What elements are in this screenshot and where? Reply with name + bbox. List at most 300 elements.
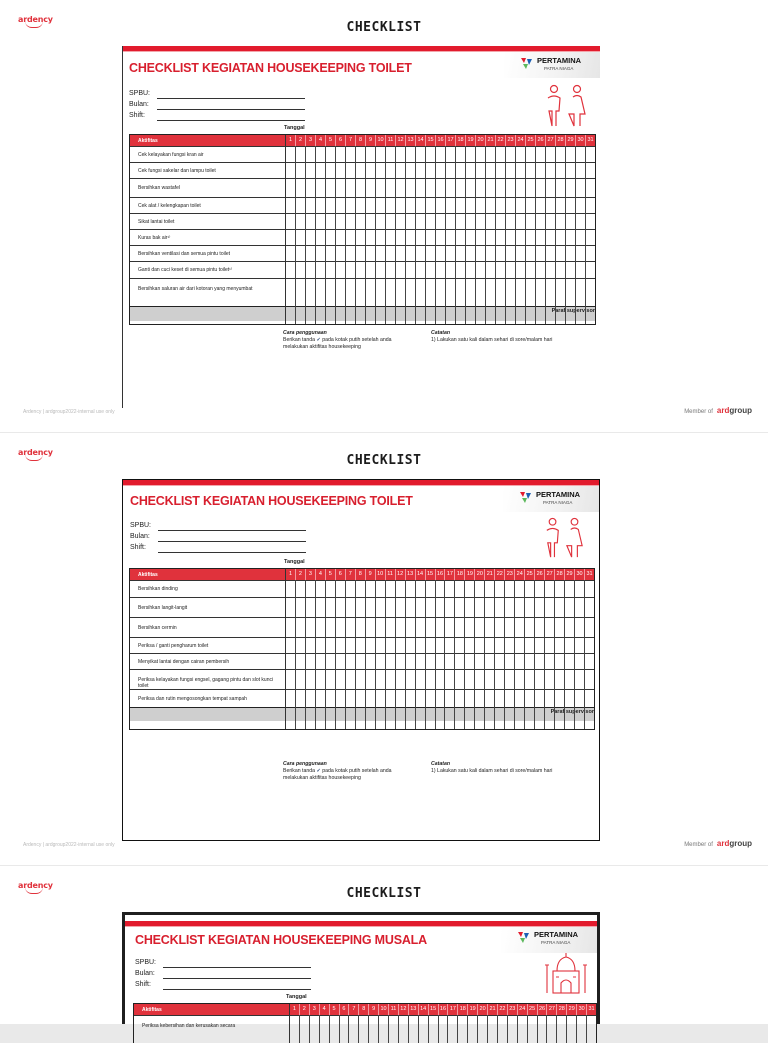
day-checkbox[interactable]: [504, 690, 514, 707]
day-checkbox[interactable]: [454, 618, 464, 637]
day-checkbox[interactable]: [415, 214, 425, 229]
day-checkbox[interactable]: [495, 163, 505, 178]
day-checkbox[interactable]: [355, 654, 365, 669]
day-checkbox[interactable]: [514, 670, 524, 689]
day-checkbox[interactable]: [575, 214, 585, 229]
day-checkbox[interactable]: [395, 230, 405, 245]
day-checkbox[interactable]: [455, 147, 465, 162]
day-checkbox[interactable]: [474, 638, 484, 653]
day-checkbox[interactable]: [375, 198, 385, 213]
day-checkbox[interactable]: [335, 598, 345, 617]
shift-field[interactable]: [163, 982, 311, 990]
day-checkbox[interactable]: [355, 262, 365, 278]
day-checkbox[interactable]: [495, 214, 505, 229]
day-checkbox[interactable]: [444, 618, 454, 637]
day-checkbox[interactable]: [515, 230, 525, 245]
day-checkbox[interactable]: [335, 179, 345, 197]
day-checkbox[interactable]: [534, 690, 544, 707]
day-checkbox[interactable]: [534, 654, 544, 669]
day-checkbox[interactable]: [415, 147, 425, 162]
day-checkbox[interactable]: [415, 670, 425, 689]
day-checkbox[interactable]: [555, 262, 565, 278]
day-checkbox[interactable]: [345, 581, 355, 597]
day-checkbox[interactable]: [507, 1016, 517, 1035]
day-checkbox[interactable]: [585, 262, 595, 278]
day-checkbox[interactable]: [305, 598, 315, 617]
day-checkbox[interactable]: [515, 147, 525, 162]
day-checkbox[interactable]: [335, 147, 345, 162]
day-checkbox[interactable]: [295, 230, 305, 245]
day-checkbox[interactable]: [474, 670, 484, 689]
day-checkbox[interactable]: [475, 179, 485, 197]
day-checkbox[interactable]: [484, 670, 494, 689]
day-checkbox[interactable]: [545, 198, 555, 213]
spbu-field[interactable]: [157, 91, 305, 99]
day-checkbox[interactable]: [534, 618, 544, 637]
day-checkbox[interactable]: [584, 670, 594, 689]
day-checkbox[interactable]: [525, 279, 535, 306]
day-checkbox[interactable]: [435, 163, 445, 178]
day-checkbox[interactable]: [335, 654, 345, 669]
day-checkbox[interactable]: [325, 581, 335, 597]
day-checkbox[interactable]: [425, 179, 435, 197]
day-checkbox[interactable]: [425, 262, 435, 278]
day-checkbox[interactable]: [515, 198, 525, 213]
day-checkbox[interactable]: [494, 654, 504, 669]
day-checkbox[interactable]: [365, 262, 375, 278]
day-checkbox[interactable]: [475, 147, 485, 162]
day-checkbox[interactable]: [395, 690, 405, 707]
day-checkbox[interactable]: [425, 654, 435, 669]
day-checkbox[interactable]: [405, 618, 415, 637]
day-checkbox[interactable]: [524, 581, 534, 597]
day-checkbox[interactable]: [505, 198, 515, 213]
day-checkbox[interactable]: [505, 246, 515, 261]
day-checkbox[interactable]: [335, 246, 345, 261]
day-checkbox[interactable]: [505, 214, 515, 229]
day-checkbox[interactable]: [285, 638, 295, 653]
day-checkbox[interactable]: [574, 598, 584, 617]
day-checkbox[interactable]: [335, 690, 345, 707]
day-checkbox[interactable]: [445, 147, 455, 162]
day-checkbox[interactable]: [385, 214, 395, 229]
day-checkbox[interactable]: [425, 230, 435, 245]
day-checkbox[interactable]: [445, 262, 455, 278]
day-checkbox[interactable]: [285, 262, 295, 278]
day-checkbox[interactable]: [325, 179, 335, 197]
day-checkbox[interactable]: [355, 690, 365, 707]
day-checkbox[interactable]: [405, 246, 415, 261]
day-checkbox[interactable]: [464, 581, 474, 597]
day-checkbox[interactable]: [335, 279, 345, 306]
day-checkbox[interactable]: [455, 262, 465, 278]
day-checkbox[interactable]: [524, 598, 534, 617]
day-checkbox[interactable]: [514, 690, 524, 707]
day-checkbox[interactable]: [345, 179, 355, 197]
day-checkbox[interactable]: [355, 246, 365, 261]
day-checkbox[interactable]: [335, 670, 345, 689]
day-checkbox[interactable]: [554, 654, 564, 669]
day-checkbox[interactable]: [408, 1016, 418, 1035]
day-checkbox[interactable]: [444, 598, 454, 617]
day-checkbox[interactable]: [415, 198, 425, 213]
day-checkbox[interactable]: [475, 198, 485, 213]
day-checkbox[interactable]: [504, 618, 514, 637]
day-checkbox[interactable]: [355, 147, 365, 162]
day-checkbox[interactable]: [475, 279, 485, 306]
day-checkbox[interactable]: [428, 1016, 438, 1035]
day-checkbox[interactable]: [494, 598, 504, 617]
day-checkbox[interactable]: [525, 230, 535, 245]
day-checkbox[interactable]: [385, 638, 395, 653]
day-checkbox[interactable]: [546, 1016, 556, 1035]
day-checkbox[interactable]: [465, 246, 475, 261]
day-checkbox[interactable]: [494, 581, 504, 597]
day-checkbox[interactable]: [315, 147, 325, 162]
day-checkbox[interactable]: [355, 163, 365, 178]
day-checkbox[interactable]: [515, 246, 525, 261]
day-checkbox[interactable]: [487, 1016, 497, 1035]
day-checkbox[interactable]: [545, 230, 555, 245]
day-checkbox[interactable]: [385, 670, 395, 689]
day-checkbox[interactable]: [575, 147, 585, 162]
day-checkbox[interactable]: [315, 618, 325, 637]
day-checkbox[interactable]: [455, 279, 465, 306]
day-checkbox[interactable]: [285, 598, 295, 617]
day-checkbox[interactable]: [586, 1016, 596, 1035]
day-checkbox[interactable]: [465, 163, 475, 178]
day-checkbox[interactable]: [395, 147, 405, 162]
day-checkbox[interactable]: [405, 654, 415, 669]
day-checkbox[interactable]: [535, 246, 545, 261]
day-checkbox[interactable]: [584, 598, 594, 617]
day-checkbox[interactable]: [444, 581, 454, 597]
day-checkbox[interactable]: [575, 279, 585, 306]
day-checkbox[interactable]: [505, 163, 515, 178]
day-checkbox[interactable]: [554, 598, 564, 617]
day-checkbox[interactable]: [295, 262, 305, 278]
day-checkbox[interactable]: [494, 618, 504, 637]
bulan-field[interactable]: [158, 534, 306, 542]
day-checkbox[interactable]: [365, 230, 375, 245]
day-checkbox[interactable]: [585, 147, 595, 162]
day-checkbox[interactable]: [475, 230, 485, 245]
day-checkbox[interactable]: [355, 214, 365, 229]
day-checkbox[interactable]: [505, 147, 515, 162]
day-checkbox[interactable]: [329, 1016, 339, 1035]
day-checkbox[interactable]: [325, 598, 335, 617]
day-checkbox[interactable]: [335, 163, 345, 178]
day-checkbox[interactable]: [484, 638, 494, 653]
day-checkbox[interactable]: [305, 638, 315, 653]
day-checkbox[interactable]: [365, 618, 375, 637]
day-checkbox[interactable]: [325, 214, 335, 229]
day-checkbox[interactable]: [464, 618, 474, 637]
day-checkbox[interactable]: [435, 279, 445, 306]
day-checkbox[interactable]: [385, 198, 395, 213]
day-checkbox[interactable]: [524, 638, 534, 653]
day-checkbox[interactable]: [505, 279, 515, 306]
day-checkbox[interactable]: [544, 690, 554, 707]
day-checkbox[interactable]: [445, 163, 455, 178]
day-checkbox[interactable]: [555, 246, 565, 261]
day-checkbox[interactable]: [395, 163, 405, 178]
day-checkbox[interactable]: [504, 581, 514, 597]
day-checkbox[interactable]: [474, 598, 484, 617]
day-checkbox[interactable]: [544, 598, 554, 617]
day-checkbox[interactable]: [584, 618, 594, 637]
day-checkbox[interactable]: [385, 279, 395, 306]
day-checkbox[interactable]: [465, 147, 475, 162]
day-checkbox[interactable]: [535, 214, 545, 229]
day-checkbox[interactable]: [475, 262, 485, 278]
day-checkbox[interactable]: [375, 246, 385, 261]
day-checkbox[interactable]: [325, 230, 335, 245]
day-checkbox[interactable]: [574, 638, 584, 653]
day-checkbox[interactable]: [315, 262, 325, 278]
day-checkbox[interactable]: [315, 198, 325, 213]
day-checkbox[interactable]: [285, 654, 295, 669]
day-checkbox[interactable]: [504, 638, 514, 653]
day-checkbox[interactable]: [365, 279, 375, 306]
day-checkbox[interactable]: [494, 690, 504, 707]
day-checkbox[interactable]: [477, 1016, 487, 1035]
day-checkbox[interactable]: [484, 654, 494, 669]
day-checkbox[interactable]: [375, 279, 385, 306]
day-checkbox[interactable]: [555, 279, 565, 306]
day-checkbox[interactable]: [474, 581, 484, 597]
day-checkbox[interactable]: [285, 690, 295, 707]
day-checkbox[interactable]: [348, 1016, 358, 1035]
day-checkbox[interactable]: [285, 214, 295, 229]
day-checkbox[interactable]: [405, 163, 415, 178]
day-checkbox[interactable]: [485, 163, 495, 178]
day-checkbox[interactable]: [325, 638, 335, 653]
day-checkbox[interactable]: [566, 1016, 576, 1035]
day-checkbox[interactable]: [335, 214, 345, 229]
day-checkbox[interactable]: [535, 230, 545, 245]
day-checkbox[interactable]: [375, 147, 385, 162]
day-checkbox[interactable]: [335, 262, 345, 278]
day-checkbox[interactable]: [574, 581, 584, 597]
day-checkbox[interactable]: [585, 198, 595, 213]
day-checkbox[interactable]: [285, 163, 295, 178]
day-checkbox[interactable]: [564, 581, 574, 597]
day-checkbox[interactable]: [534, 581, 544, 597]
day-checkbox[interactable]: [325, 246, 335, 261]
day-checkbox[interactable]: [457, 1016, 467, 1035]
day-checkbox[interactable]: [545, 246, 555, 261]
day-checkbox[interactable]: [385, 654, 395, 669]
day-checkbox[interactable]: [444, 638, 454, 653]
day-checkbox[interactable]: [555, 214, 565, 229]
day-checkbox[interactable]: [385, 246, 395, 261]
day-checkbox[interactable]: [385, 618, 395, 637]
day-checkbox[interactable]: [565, 198, 575, 213]
day-checkbox[interactable]: [495, 179, 505, 197]
day-checkbox[interactable]: [345, 654, 355, 669]
day-checkbox[interactable]: [295, 198, 305, 213]
day-checkbox[interactable]: [415, 638, 425, 653]
day-checkbox[interactable]: [565, 279, 575, 306]
day-checkbox[interactable]: [555, 198, 565, 213]
day-checkbox[interactable]: [505, 262, 515, 278]
day-checkbox[interactable]: [435, 618, 445, 637]
day-checkbox[interactable]: [305, 690, 315, 707]
day-checkbox[interactable]: [315, 581, 325, 597]
day-checkbox[interactable]: [444, 654, 454, 669]
day-checkbox[interactable]: [345, 198, 355, 213]
spbu-field[interactable]: [163, 960, 311, 968]
day-checkbox[interactable]: [435, 638, 445, 653]
day-checkbox[interactable]: [305, 581, 315, 597]
day-checkbox[interactable]: [355, 581, 365, 597]
day-checkbox[interactable]: [365, 214, 375, 229]
day-checkbox[interactable]: [545, 279, 555, 306]
day-checkbox[interactable]: [555, 163, 565, 178]
day-checkbox[interactable]: [398, 1016, 408, 1035]
day-checkbox[interactable]: [565, 262, 575, 278]
day-checkbox[interactable]: [415, 690, 425, 707]
day-checkbox[interactable]: [285, 179, 295, 197]
day-checkbox[interactable]: [494, 670, 504, 689]
day-checkbox[interactable]: [584, 690, 594, 707]
day-checkbox[interactable]: [289, 1016, 299, 1035]
day-checkbox[interactable]: [454, 581, 464, 597]
day-checkbox[interactable]: [295, 163, 305, 178]
day-checkbox[interactable]: [315, 598, 325, 617]
day-checkbox[interactable]: [454, 690, 464, 707]
day-checkbox[interactable]: [585, 163, 595, 178]
day-checkbox[interactable]: [295, 618, 305, 637]
day-checkbox[interactable]: [495, 230, 505, 245]
day-checkbox[interactable]: [515, 179, 525, 197]
day-checkbox[interactable]: [315, 179, 325, 197]
day-checkbox[interactable]: [555, 179, 565, 197]
day-checkbox[interactable]: [504, 654, 514, 669]
day-checkbox[interactable]: [315, 246, 325, 261]
day-checkbox[interactable]: [485, 147, 495, 162]
day-checkbox[interactable]: [395, 654, 405, 669]
day-checkbox[interactable]: [285, 230, 295, 245]
day-checkbox[interactable]: [395, 198, 405, 213]
day-checkbox[interactable]: [395, 262, 405, 278]
day-checkbox[interactable]: [345, 618, 355, 637]
day-checkbox[interactable]: [305, 163, 315, 178]
day-checkbox[interactable]: [295, 214, 305, 229]
day-checkbox[interactable]: [524, 618, 534, 637]
day-checkbox[interactable]: [339, 1016, 349, 1035]
day-checkbox[interactable]: [545, 214, 555, 229]
day-checkbox[interactable]: [355, 638, 365, 653]
day-checkbox[interactable]: [315, 654, 325, 669]
day-checkbox[interactable]: [574, 618, 584, 637]
day-checkbox[interactable]: [495, 262, 505, 278]
day-checkbox[interactable]: [575, 246, 585, 261]
day-checkbox[interactable]: [454, 654, 464, 669]
day-checkbox[interactable]: [325, 147, 335, 162]
day-checkbox[interactable]: [515, 279, 525, 306]
day-checkbox[interactable]: [565, 179, 575, 197]
day-checkbox[interactable]: [485, 214, 495, 229]
day-checkbox[interactable]: [554, 690, 564, 707]
day-checkbox[interactable]: [545, 147, 555, 162]
day-checkbox[interactable]: [365, 670, 375, 689]
day-checkbox[interactable]: [484, 598, 494, 617]
day-checkbox[interactable]: [465, 262, 475, 278]
day-checkbox[interactable]: [295, 638, 305, 653]
day-checkbox[interactable]: [564, 670, 574, 689]
day-checkbox[interactable]: [415, 163, 425, 178]
day-checkbox[interactable]: [474, 690, 484, 707]
day-checkbox[interactable]: [455, 198, 465, 213]
day-checkbox[interactable]: [375, 581, 385, 597]
day-checkbox[interactable]: [345, 638, 355, 653]
day-checkbox[interactable]: [295, 690, 305, 707]
day-checkbox[interactable]: [315, 279, 325, 306]
day-checkbox[interactable]: [365, 179, 375, 197]
day-checkbox[interactable]: [465, 198, 475, 213]
day-checkbox[interactable]: [454, 670, 464, 689]
day-checkbox[interactable]: [544, 654, 554, 669]
day-checkbox[interactable]: [574, 690, 584, 707]
day-checkbox[interactable]: [325, 654, 335, 669]
day-checkbox[interactable]: [405, 214, 415, 229]
day-checkbox[interactable]: [395, 670, 405, 689]
day-checkbox[interactable]: [534, 670, 544, 689]
bulan-field[interactable]: [163, 971, 311, 979]
day-checkbox[interactable]: [435, 690, 445, 707]
day-checkbox[interactable]: [545, 179, 555, 197]
day-checkbox[interactable]: [435, 147, 445, 162]
day-checkbox[interactable]: [415, 230, 425, 245]
day-checkbox[interactable]: [545, 262, 555, 278]
bulan-field[interactable]: [157, 102, 305, 110]
day-checkbox[interactable]: [464, 690, 474, 707]
day-checkbox[interactable]: [464, 598, 474, 617]
day-checkbox[interactable]: [504, 670, 514, 689]
day-checkbox[interactable]: [365, 246, 375, 261]
day-checkbox[interactable]: [524, 654, 534, 669]
day-checkbox[interactable]: [375, 638, 385, 653]
day-checkbox[interactable]: [585, 214, 595, 229]
day-checkbox[interactable]: [576, 1016, 586, 1035]
day-checkbox[interactable]: [355, 198, 365, 213]
day-checkbox[interactable]: [464, 638, 474, 653]
day-checkbox[interactable]: [525, 179, 535, 197]
day-checkbox[interactable]: [574, 654, 584, 669]
day-checkbox[interactable]: [305, 262, 315, 278]
day-checkbox[interactable]: [315, 214, 325, 229]
day-checkbox[interactable]: [345, 214, 355, 229]
day-checkbox[interactable]: [497, 1016, 507, 1035]
day-checkbox[interactable]: [375, 670, 385, 689]
day-checkbox[interactable]: [365, 198, 375, 213]
day-checkbox[interactable]: [495, 198, 505, 213]
day-checkbox[interactable]: [305, 246, 315, 261]
day-checkbox[interactable]: [525, 163, 535, 178]
day-checkbox[interactable]: [305, 670, 315, 689]
day-checkbox[interactable]: [525, 214, 535, 229]
day-checkbox[interactable]: [295, 670, 305, 689]
day-checkbox[interactable]: [368, 1016, 378, 1035]
day-checkbox[interactable]: [385, 581, 395, 597]
day-checkbox[interactable]: [554, 581, 564, 597]
day-checkbox[interactable]: [544, 581, 554, 597]
day-checkbox[interactable]: [447, 1016, 457, 1035]
day-checkbox[interactable]: [315, 638, 325, 653]
day-checkbox[interactable]: [315, 670, 325, 689]
